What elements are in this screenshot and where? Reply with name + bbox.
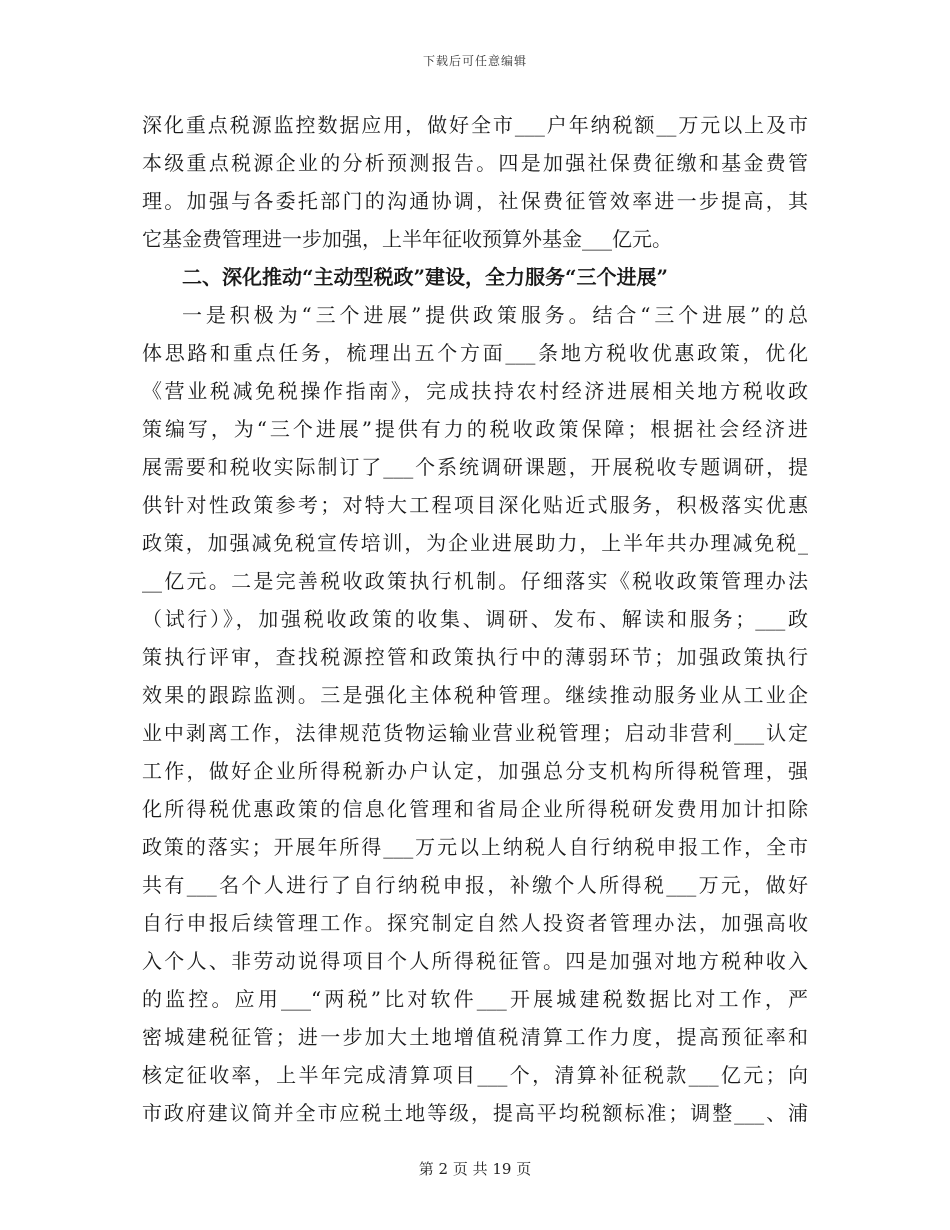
paragraph-line: 的监控。应用___“两税”比对软件___开展城建税数据比对工作，严 bbox=[142, 987, 808, 1011]
paragraph-line: 业中剥离工作，法律规范货物运输业营业税管理；启动非营利___认定 bbox=[142, 721, 808, 745]
page-number: 第 2 页 共 19 页 bbox=[418, 1160, 532, 1178]
paragraph-line: 效果的跟踪监测。三是强化主体税种管理。继续推动服务业从工业企 bbox=[142, 683, 808, 707]
paragraph-line: 一是积极为“三个进展”提供政策服务。结合“三个进展”的总 bbox=[182, 303, 808, 327]
paragraph-line: 核定征收率，上半年完成清算项目___个，清算补征税款___亿元；向 bbox=[142, 1063, 808, 1087]
paragraph-line: 自行申报后续管理工作。探究制定自然人投资者管理办法，加强高收 bbox=[142, 911, 808, 935]
section-heading: 二、深化推动“主动型税政”建设，全力服务“三个进展” bbox=[182, 265, 669, 289]
paragraph-line: 体思路和重点任务，梳理出五个方面___条地方税收优惠政策，优化 bbox=[142, 341, 808, 365]
paragraph-line: （试行）》，加强税收政策的收集、调研、发布、解读和服务；___政 bbox=[142, 607, 808, 631]
paragraph-line: 共有___名个人进行了自行纳税申报，补缴个人所得税___万元，做好 bbox=[142, 873, 808, 897]
paragraph-line: 深化重点税源监控数据应用，做好全市___户年纳税额__万元以上及市 bbox=[142, 113, 808, 137]
paragraph-line: 策编写，为“三个进展”提供有力的税收政策保障；根据社会经济进 bbox=[142, 417, 808, 441]
document-body bbox=[142, 106, 808, 1132]
paragraph-line: 策执行评审，查找税源控管和政策执行中的薄弱环节；加强政策执行 bbox=[142, 645, 808, 669]
paragraph-line: 它基金费管理进一步加强，上半年征收预算外基金___亿元。 bbox=[142, 227, 672, 251]
page-header-note: 下载后可任意编辑 bbox=[422, 54, 527, 68]
paragraph-line: 政策的落实；开展年所得___万元以上纳税人自行纳税申报工作，全市 bbox=[142, 835, 808, 859]
paragraph-line: 《营业税减免税操作指南》，完成扶持农村经济进展相关地方税收政 bbox=[142, 379, 808, 403]
paragraph-line: 供针对性政策参考；对特大工程项目深化贴近式服务，积极落实优惠 bbox=[142, 493, 808, 517]
paragraph-line: 政策，加强减免税宣传培训，为企业进展助力，上半年共办理减免税_ bbox=[142, 531, 808, 555]
paragraph-line: 本级重点税源企业的分析预测报告。四是加强社保费征缴和基金费管 bbox=[142, 151, 808, 175]
paragraph-line: 化所得税优惠政策的信息化管理和省局企业所得税研发费用加计扣除 bbox=[142, 797, 808, 821]
paragraph-line: 密城建税征管；进一步加大土地增值税清算工作力度，提高预征率和 bbox=[142, 1025, 808, 1049]
paragraph-line: 工作，做好企业所得税新办户认定，加强总分支机构所得税管理，强 bbox=[142, 759, 808, 783]
paragraph-line: 市政府建议简并全市应税土地等级，提高平均税额标准；调整___、浦 bbox=[142, 1101, 808, 1125]
paragraph-line: 入个人、非劳动说得项目个人所得税征管。四是加强对地方税种收入 bbox=[142, 949, 808, 973]
paragraph-line: 展需要和税收实际制订了___个系统调研课题，开展税收专题调研，提 bbox=[142, 455, 808, 479]
paragraph-line: 理。加强与各委托部门的沟通协调，社保费征管效率进一步提高，其 bbox=[142, 189, 808, 213]
paragraph-line: __亿元。二是完善税收政策执行机制。仔细落实《税收政策管理办法 bbox=[142, 569, 808, 593]
